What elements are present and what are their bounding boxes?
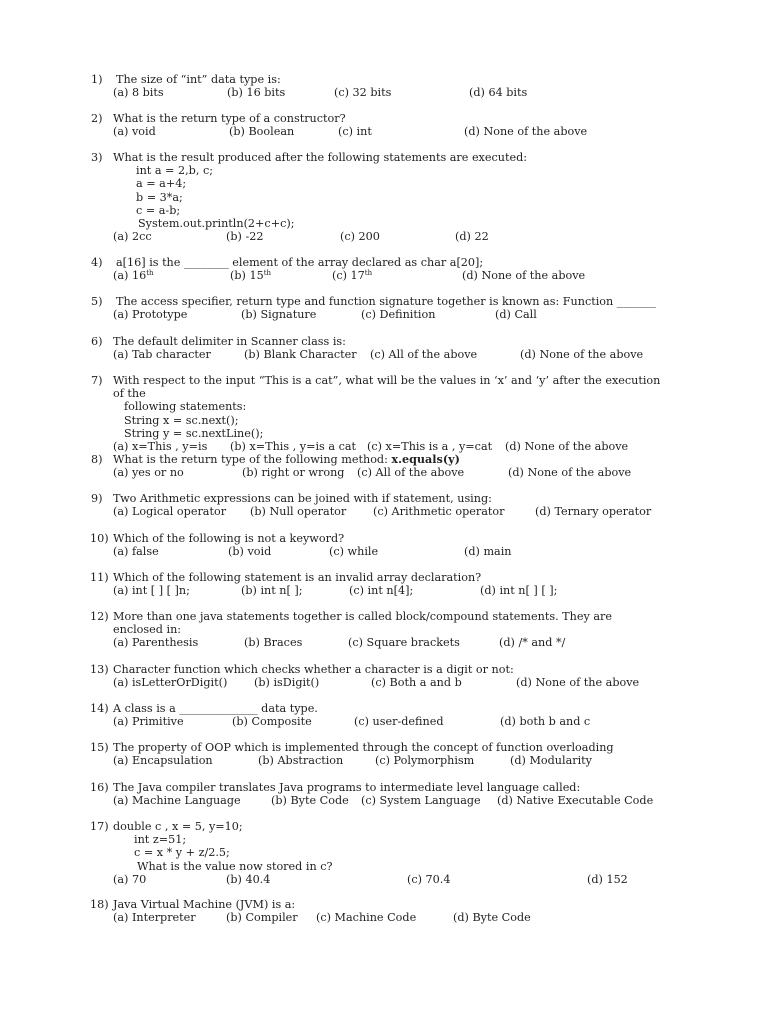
option-b: (b) x=This , y=is a cat	[230, 439, 357, 453]
option-d: (d) None of the above	[508, 466, 632, 480]
question-text: The property of OOP which is implemented through the concept of function overloading	[113, 741, 614, 754]
question-number: 13)	[90, 663, 109, 676]
option-c: (c) int n[4];	[349, 584, 414, 598]
question-number: 17)	[90, 820, 109, 833]
option-c: (c) 200	[340, 230, 380, 244]
question-text: With respect to the input “This is a cat”, what will be the values in ‘x’ and ‘y’ after the execution	[113, 374, 661, 387]
question-6	[0, 335, 768, 361]
question-number: 6)	[91, 335, 103, 348]
question-number: 16)	[90, 781, 109, 794]
code-line: String x = sc.next();	[124, 413, 239, 427]
option-b: (b) 16 bits	[227, 86, 286, 100]
option-a: (a) yes or no	[113, 466, 184, 480]
question-number: 1)	[91, 73, 103, 86]
option-d: (d) Ternary operator	[535, 505, 652, 519]
option-c: (c) All of the above	[370, 348, 478, 362]
code-line: String y = sc.nextLine();	[124, 426, 264, 440]
question-text: A class is a ______________ data type.	[113, 702, 318, 715]
option-a: (a) void	[113, 125, 156, 139]
option-b: (b) isDigit()	[254, 676, 320, 690]
question-text: The default delimiter in Scanner class is:	[113, 335, 346, 348]
option-b: (b) Blank Character	[244, 348, 357, 362]
question-7	[0, 374, 768, 453]
option-b: (b) Boolean	[229, 125, 295, 139]
option-c: (c) All of the above	[357, 466, 465, 480]
question-text: The access specifier, return type and function signature together is known as: Function _______	[116, 295, 656, 308]
option-d: (d) Call	[495, 308, 537, 322]
option-d: (d) /* and */	[499, 636, 566, 650]
ordinal-suffix: th	[263, 269, 272, 278]
question-text: What is the result produced after the following statements are executed:	[113, 151, 528, 164]
option-c: (c) Square brackets	[348, 636, 460, 650]
question-text: Java Virtual Machine (JVM) is a:	[113, 898, 296, 911]
option-c: (c) Both a and b	[371, 676, 462, 690]
option-a: (a) Encapsulation	[113, 754, 213, 768]
question-2	[0, 112, 768, 138]
option-b: (b) Signature	[241, 308, 317, 322]
option-b: (b) Composite	[232, 715, 312, 729]
code-label: following statements:	[124, 400, 247, 414]
option-b: (b) Byte Code	[271, 794, 349, 808]
code-question: What is the value now stored in c?	[137, 859, 333, 873]
question-number: 14)	[90, 702, 109, 715]
option-d: (d) 152	[587, 872, 628, 886]
question-number: 12)	[90, 610, 109, 623]
option-c: (c) Definition	[361, 308, 436, 322]
option-d: (d) None of the above	[505, 439, 629, 453]
option-b: (b) Abstraction	[258, 754, 344, 768]
question-8	[0, 453, 768, 479]
option-c: (c) Polymorphism	[375, 754, 475, 768]
question-13	[0, 663, 768, 689]
question-3	[0, 151, 768, 243]
question-text: What is the return type of a constructor?	[113, 112, 346, 125]
question-text: The Java compiler translates Java programs to intermediate level language called:	[113, 781, 581, 794]
question-11	[0, 571, 768, 597]
question-15	[0, 741, 768, 767]
option-a: (a) Interpreter	[113, 911, 196, 925]
option-c: (c) 32 bits	[334, 86, 392, 100]
ordinal-suffix: th	[146, 269, 154, 278]
question-text: a[16] is the ________ element of the array declared as char a[20];	[116, 256, 484, 269]
option-a: (a) int [ ] [ ]n;	[113, 584, 190, 598]
option-d: (d) Modularity	[510, 754, 592, 768]
option-d: (d) None of the above	[462, 269, 586, 283]
question-text-continued: of the	[113, 387, 146, 401]
option-a: (a) Tab character	[113, 348, 211, 362]
question-number: 15)	[90, 741, 109, 754]
option-c: (c) 17th	[332, 269, 373, 283]
question-number: 18)	[90, 898, 109, 911]
question-number: 7)	[91, 374, 103, 387]
option-a: (a) Prototype	[113, 308, 188, 322]
option-d: (d) Native Executable Code	[497, 794, 654, 808]
question-5	[0, 295, 768, 321]
question-number: 3)	[91, 151, 103, 164]
option-d: (d) 64 bits	[469, 86, 528, 100]
question-12	[0, 610, 768, 650]
question-number: 2)	[91, 112, 103, 125]
option-d: (d) both b and c	[500, 715, 591, 729]
option-a: (a) isLetterOrDigit()	[113, 676, 228, 690]
code-line: System.out.println(2+c+c);	[138, 216, 295, 230]
option-b: (b) right or wrong	[242, 466, 345, 480]
code-line: a = a+4;	[136, 177, 187, 191]
code-line: int z=51;	[134, 833, 187, 847]
ordinal-suffix: th	[364, 269, 373, 278]
option-d: (d) None of the above	[464, 125, 588, 139]
question-number: 5)	[91, 295, 103, 308]
option-a: (a) 8 bits	[113, 86, 164, 100]
method-name: x.equals(y)	[391, 452, 460, 466]
question-16	[0, 781, 768, 807]
option-b: (b) Braces	[244, 636, 303, 650]
option-c: (c) user-defined	[354, 715, 444, 729]
option-b: (b) -22	[226, 230, 264, 244]
option-b: (b) 40.4	[226, 872, 271, 886]
question-number: 4)	[91, 256, 103, 269]
option-d: (d) 22	[455, 230, 489, 244]
question-text: Character function which checks whether a character is a digit or not:	[113, 663, 514, 676]
question-18	[0, 898, 768, 924]
option-b: (b) void	[228, 545, 272, 559]
option-a: (a) Primitive	[113, 715, 184, 729]
code-line: int a = 2,b, c;	[136, 164, 213, 178]
question-text: Two Arithmetic expressions can be joined with if statement, using:	[113, 492, 492, 505]
question-text: double c , x = 5, y=10;	[113, 820, 243, 833]
option-c: (c) System Language	[361, 794, 481, 808]
option-a: (a) false	[113, 545, 159, 559]
option-c: (c) 70.4	[407, 872, 451, 886]
code-line: c = x * y + z/2.5;	[134, 846, 230, 860]
question-10	[0, 532, 768, 558]
option-c: (c) Machine Code	[316, 911, 417, 925]
code-line: b = 3*a;	[136, 190, 183, 204]
option-b: (b) Compiler	[226, 911, 298, 925]
question-text: The size of “int” data type is:	[116, 73, 281, 86]
option-a: (a) Machine Language	[113, 794, 241, 808]
code-line: c = a-b;	[136, 203, 181, 217]
question-text-continued: enclosed in:	[113, 623, 182, 637]
question-9	[0, 492, 768, 518]
option-b: (b) 15th	[230, 269, 272, 283]
question-number: 9)	[91, 492, 103, 505]
option-a: (a) Logical operator	[113, 505, 227, 519]
option-a: (a) 16th	[113, 269, 154, 283]
option-c: (c) Arithmetic operator	[373, 505, 505, 519]
question-14	[0, 702, 768, 728]
option-c: (c) x=This is a , y=cat	[367, 439, 493, 453]
option-c: (c) int	[338, 125, 372, 139]
option-a: (a) 2cc	[113, 230, 152, 244]
option-d: (d) None of the above	[516, 676, 640, 690]
question-1	[0, 73, 768, 99]
option-b: (b) int n[ ];	[241, 584, 303, 598]
question-number: 10)	[90, 532, 109, 545]
question-text: What is the return type of the following method: x.equals(y)	[113, 452, 460, 466]
question-text: Which of the following statement is an invalid array declaration?	[113, 571, 482, 584]
question-4	[0, 256, 768, 282]
option-a: (a) 70	[113, 872, 147, 886]
question-number: 11)	[90, 571, 109, 584]
option-d: (d) None of the above	[520, 348, 644, 362]
question-17	[0, 820, 768, 886]
option-c: (c) while	[329, 545, 379, 559]
option-d: (d) main	[464, 545, 512, 559]
option-d: (d) int n[ ] [ ];	[480, 584, 558, 598]
option-d: (d) Byte Code	[453, 911, 531, 925]
question-text: Which of the following is not a keyword?	[113, 532, 345, 545]
option-b: (b) Null operator	[250, 505, 347, 519]
option-a: (a) Parenthesis	[113, 636, 199, 650]
question-number: 8)	[91, 453, 103, 466]
option-a: (a) x=This , y=is	[113, 439, 208, 453]
question-text: More than one java statements together is called block/compound statements. They are	[113, 610, 612, 623]
